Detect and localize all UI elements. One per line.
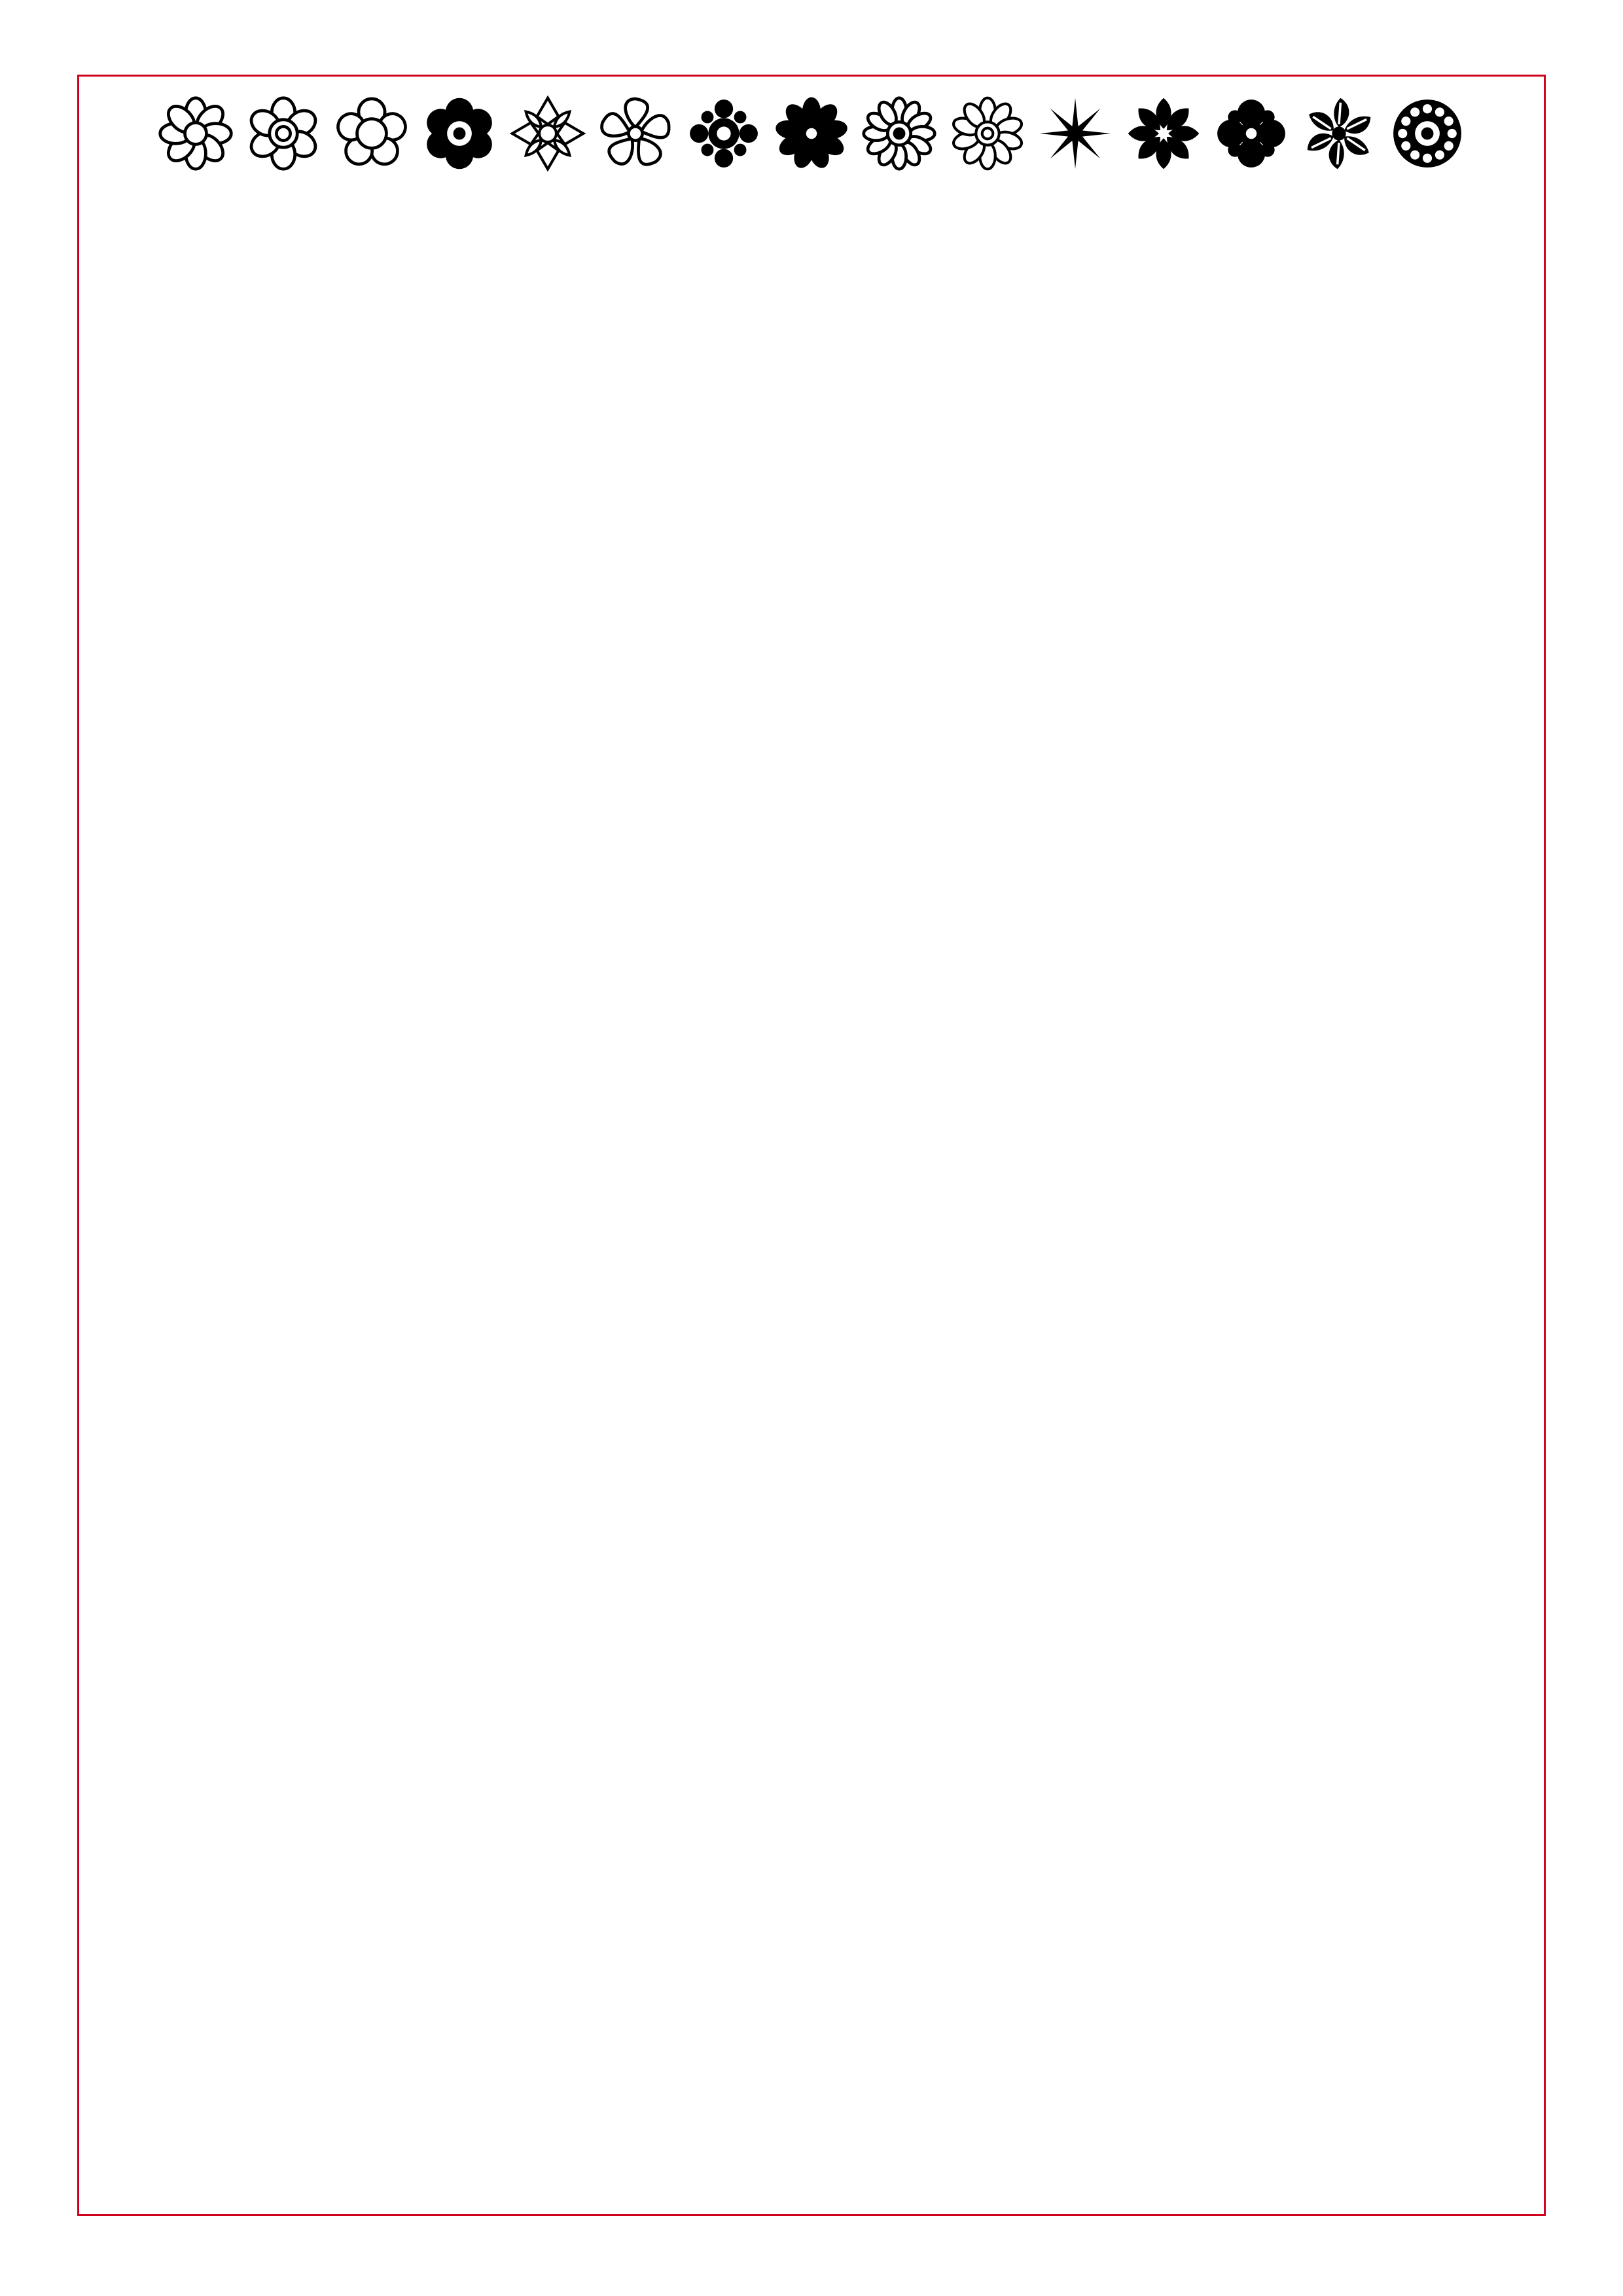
ornament-row-top	[157, 88, 1466, 179]
poster-border	[77, 75, 1546, 2216]
flower-dotted-icon	[685, 95, 762, 172]
flower-lace-icon	[509, 95, 586, 172]
flower-outline-daisy-icon	[949, 95, 1026, 172]
flower-pinwheel-icon	[597, 95, 674, 172]
ornament-row-bottom	[157, 2105, 1466, 2197]
flower-solid-icon	[773, 95, 850, 172]
flower-round-outline-icon	[333, 95, 410, 172]
asterisk-flower-icon	[1037, 95, 1114, 172]
flower-spoked-icon	[861, 95, 938, 172]
flower-quatrefoil-solid-icon	[1213, 95, 1290, 172]
flower-swirl-icon	[1300, 95, 1378, 172]
flower-outline-icon	[157, 95, 234, 172]
flower-solid-ring-icon	[421, 95, 498, 172]
flower-ruffle-icon	[1389, 95, 1466, 172]
flower-double-outline-icon	[245, 95, 322, 172]
flower-star-solid-icon	[1125, 95, 1202, 172]
